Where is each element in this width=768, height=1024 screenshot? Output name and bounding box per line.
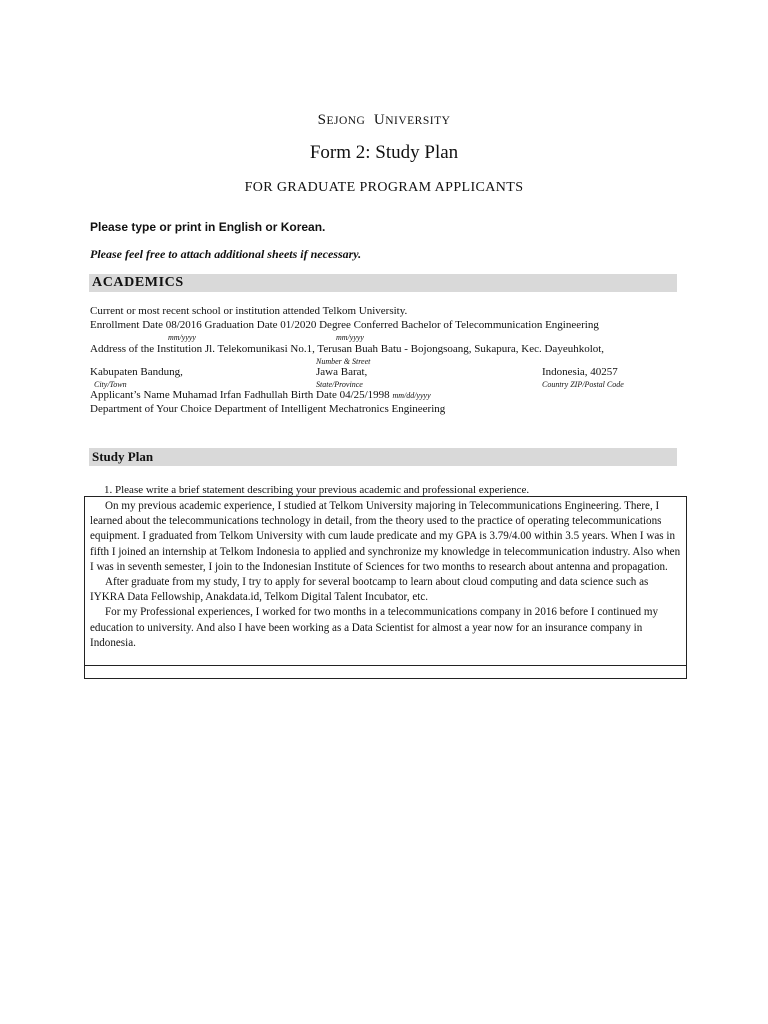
enrollment-line: Enrollment Date 08/2016 Graduation Date 01/2020 Degree Conferred Bachelor of Telecommunication Engineering bbox=[90, 319, 599, 331]
univ-initial-s: S bbox=[317, 112, 327, 128]
essay-answer-box[interactable] bbox=[84, 496, 687, 679]
applicant-name-birthdate: Applicant’s Name Muhamad Irfan Fadhullah Birth Date 04/25/1998 bbox=[90, 389, 390, 401]
section-heading-academics: ACADEMICS bbox=[89, 274, 677, 292]
form-subtitle: FOR GRADUATE PROGRAM APPLICANTS bbox=[244, 180, 524, 195]
hint-graduation-date: mm/yyyy bbox=[336, 333, 364, 342]
department-line: Department of Your Choice Department of Intelligent Mechatronics Engineering bbox=[90, 403, 446, 415]
instruction-attachments: Please feel free to attach additional sheets if necessary. bbox=[90, 247, 362, 261]
hint-enrollment-date: mm/yyyy bbox=[168, 333, 196, 342]
address-line: Address of the Institution Jl. Telekomunikasi No.1, Terusan Buah Batu - Bojongsoang, Sukapura, Kec. Dayeuhkolot, bbox=[90, 343, 605, 355]
essay-paragraph: On my previous academic experience, I studied at Telkom University majoring in Telecommunications Engineering. There, I learned about the telecommunications technology in detail, from the theory used to the practice of operating telecommunications equipment. I graduated from Telkom University with cum laude predicate and my GPA is 3.79/4.00 within 3.5 years. When I was in fifth I joined an internship at Telkom Indonesia to applied and synchronize my knowledge in telecommunication industry. Also when I was in seventh semester, I join to the Indonesian Institute of Sciences for two months to research about antenna and propagation. bbox=[90, 500, 681, 573]
univ-word-rest2: NIVERSITY bbox=[385, 115, 451, 127]
school-line: Current or most recent school or institution attended Telkom University. bbox=[90, 305, 408, 317]
essay-divider bbox=[85, 665, 686, 666]
university-name bbox=[0, 112, 768, 129]
hint-city: City/Town bbox=[94, 380, 127, 389]
univ-initial-u: U bbox=[373, 112, 386, 128]
hint-street: Number & Street bbox=[316, 357, 371, 366]
state-value: Jawa Barat, bbox=[316, 366, 368, 378]
form-title: Form 2: Study Plan bbox=[309, 142, 459, 163]
country-zip-value: Indonesia, 40257 bbox=[542, 366, 618, 378]
hint-state: State/Province bbox=[316, 380, 363, 389]
hint-country-zip: Country ZIP/Postal Code bbox=[542, 380, 624, 389]
hint-birth-date: mm/dd/yyyy bbox=[392, 391, 431, 400]
study-plan-question: 1. Please write a brief statement describing your previous academic and professional experience. bbox=[104, 484, 530, 496]
section-heading-study-plan: Study Plan bbox=[89, 448, 677, 466]
applicant-line bbox=[90, 389, 431, 401]
city-value: Kabupaten Bandung, bbox=[90, 366, 183, 378]
essay-answer-text bbox=[90, 499, 682, 651]
essay-paragraph: After graduate from my study, I try to apply for several bootcamp to learn about cloud computing and data science such as IYKRA Data Fellowship, Anakdata.id, Telkom Digital Talent Incubator, etc. bbox=[90, 576, 649, 604]
instruction-language: Please type or print in English or Korean. bbox=[90, 220, 326, 234]
univ-word-rest: EJONG bbox=[326, 115, 366, 127]
essay-paragraph: For my Professional experiences, I worked for two months in a telecommunications company in 2016 before I continued my education to university. And also I have been working as a Data Scientist for almost a year now for an insurance company in Indonesia. bbox=[90, 606, 659, 649]
